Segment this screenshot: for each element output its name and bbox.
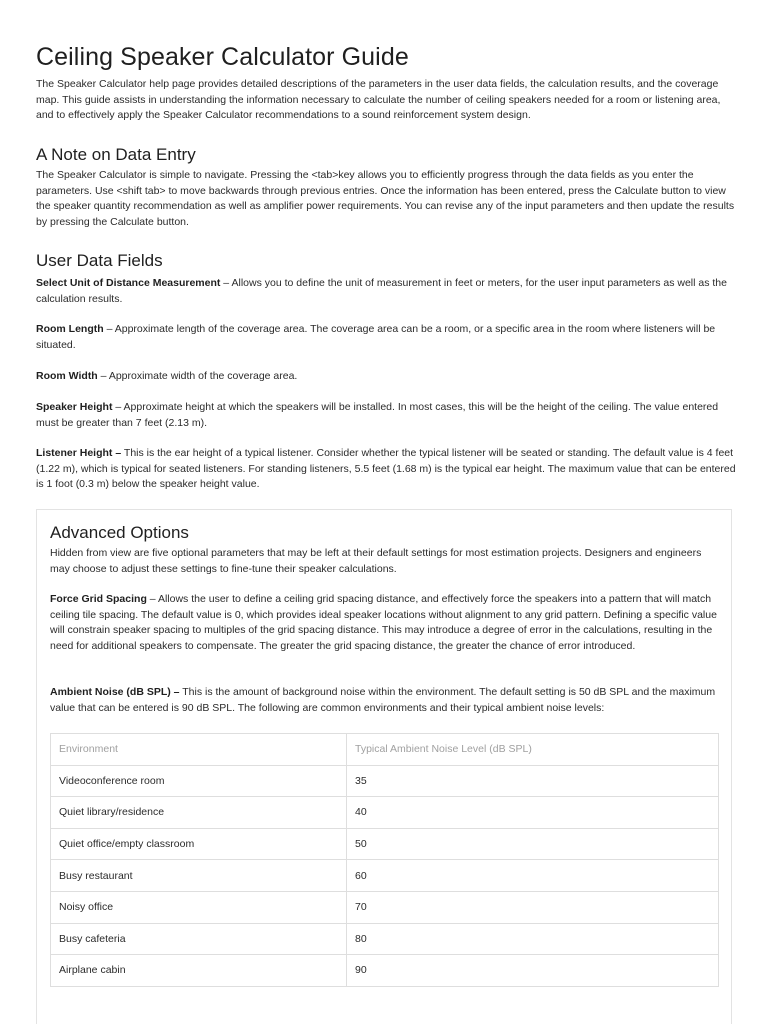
field-term: Room Width (36, 370, 98, 382)
field-listener-height (36, 446, 736, 493)
noise-level-cell: 80 (347, 923, 719, 955)
table-row (51, 891, 719, 923)
field-term: Speaker Height (36, 401, 113, 413)
note-paragraph: The Speaker Calculator is simple to navigate. Pressing the <tab>key allows you to efficiently progress through the data fields as you enter the parameters. Use <shift tab> to move backwards through previous entries. Once the information has been entered, press the Calculate button to view the speaker quantity recommendation as well as amplifier power requirements. You can revise any of the input parameters and then update the results by pressing the Calculate button. (36, 169, 735, 228)
field-term: Select Unit of Distance Measurement (36, 277, 221, 289)
environment-cell: Quiet office/empty classroom (51, 828, 347, 860)
noise-level-cell: 50 (347, 828, 719, 860)
environment-cell: Noisy office (51, 891, 347, 923)
field-room-length (36, 322, 736, 353)
option-force-grid-spacing (50, 592, 720, 654)
field-speaker-height (36, 400, 736, 431)
environment-cell: Quiet library/residence (51, 797, 347, 829)
field-room-width (36, 369, 736, 385)
advanced-heading: Advanced Options (50, 523, 189, 542)
field-term: Listener Height – (36, 447, 122, 459)
field-desc: – Approximate height at which the speakers will be installed. In most cases, this will be the height of the ceiling. The value entered must be greater than 7 feet (2.13 m). (36, 401, 719, 429)
environment-cell: Busy restaurant (51, 860, 347, 892)
table-header-row (51, 734, 719, 766)
noise-level-cell: 40 (347, 797, 719, 829)
field-desc: – Approximate width of the coverage area. (97, 370, 298, 382)
field-desc: This is the ear height of a typical listener. Consider whether the typical listener will be seated or standing. The default value is 4 feet (1.22 m), which is typical for seated listeners. For standing listeners, 5.5 feet (1.68 m) is the typical ear height. The maximum value that can be entered is 1 foot (0.3 m) below the speaker height value. (36, 447, 736, 491)
noise-level-cell: 70 (347, 891, 719, 923)
table-row (51, 955, 719, 987)
field-term: Room Length (36, 323, 104, 335)
table-row (51, 765, 719, 797)
noise-level-cell: 60 (347, 860, 719, 892)
table-row (51, 860, 719, 892)
field-desc: – Allows you to define the unit of measurement in feet or meters, for the user input parameters as well as the calculation results. (36, 277, 727, 305)
page-title: Ceiling Speaker Calculator Guide (36, 43, 409, 71)
intro-paragraph: The Speaker Calculator help page provides detailed descriptions of the parameters in the user data fields, the calculation results, and the coverage map. This guide assists in understanding the information necessary to calculate the number of ceiling speakers needed for a room or listening area, and to effectively apply the Speaker Calculator recommendations to a sound reinforcement system design. (36, 78, 721, 122)
option-desc: This is the amount of background noise within the environment. The default setting is 50 dB SPL and the maximum value that can be entered is 90 dB SPL. The following are common environments and their typical ambient noise levels: (50, 686, 716, 714)
user-fields-heading: User Data Fields (36, 251, 163, 270)
table-row (51, 923, 719, 955)
environment-cell: Videoconference room (51, 765, 347, 797)
environment-cell: Busy cafeteria (51, 923, 347, 955)
advanced-options-panel (36, 509, 732, 1024)
note-heading: A Note on Data Entry (36, 145, 196, 164)
environment-cell: Airplane cabin (51, 955, 347, 987)
ambient-noise-table (50, 733, 719, 987)
noise-level-cell: 35 (347, 765, 719, 797)
column-header-noise-level: Typical Ambient Noise Level (dB SPL) (347, 734, 719, 766)
advanced-intro: Hidden from view are five optional parameters that may be left at their default settings for most estimation projects. Designers and engineers may choose to adjust these settings to fine-tune their speaker calculations. (50, 547, 702, 575)
field-desc: – Approximate length of the coverage area. The coverage area can be a room, or a specific area in the room where listeners will be situated. (36, 323, 716, 351)
noise-level-cell: 90 (347, 955, 719, 987)
column-header-environment: Environment (51, 734, 347, 766)
option-desc: – Allows the user to define a ceiling grid spacing distance, and effectively force the speakers into a pattern that will match ceiling tile spacing. The default value is 0, which provides ideal speaker locations without alignment to any grid pattern. Defining a specific value will constrain speaker spacing to multiples of the grid spacing distance. This may introduce a degree of error in the calculations, resulting in the need for additional speakers to compensate. The greater the grid spacing distance, the greater the chance of error introduced. (50, 593, 717, 652)
option-term: Force Grid Spacing (50, 593, 147, 605)
field-unit (36, 276, 736, 307)
option-ambient-noise (50, 685, 720, 716)
table-row (51, 828, 719, 860)
option-term: Ambient Noise (dB SPL) – (50, 686, 180, 698)
table-row (51, 797, 719, 829)
